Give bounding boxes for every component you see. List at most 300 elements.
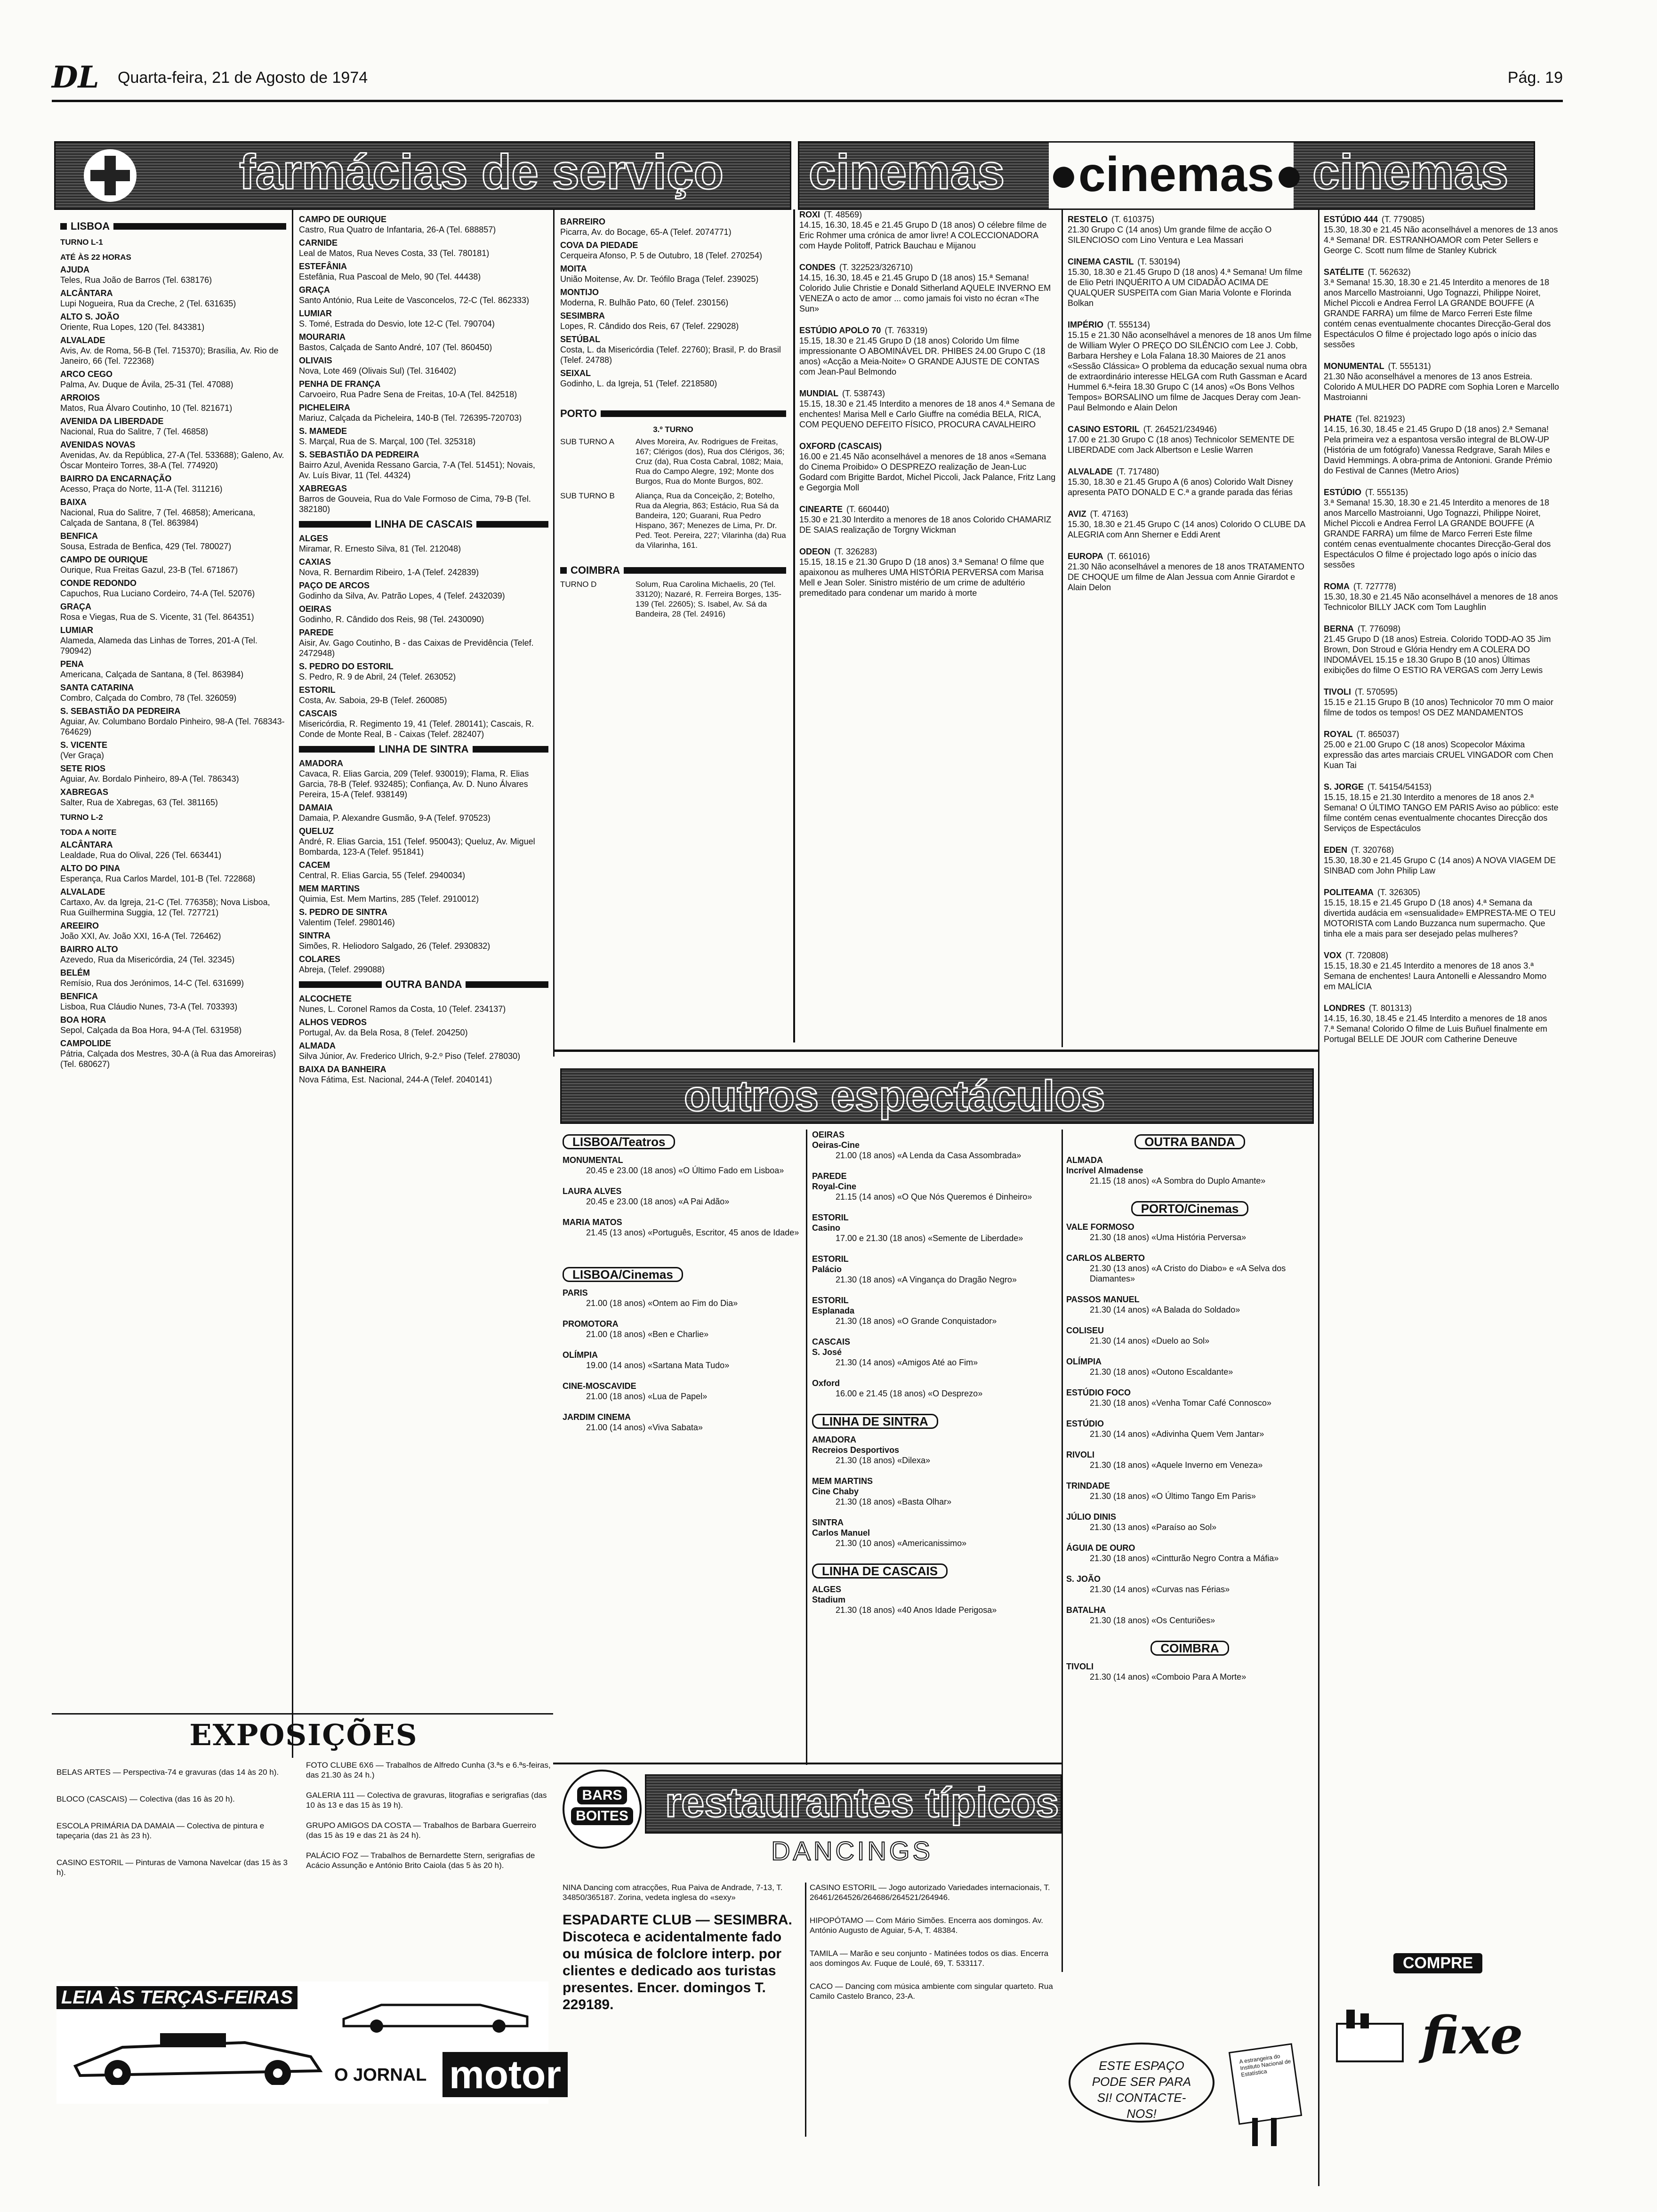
col-rule-1 bbox=[292, 209, 293, 1758]
show-entry bbox=[1066, 1661, 1313, 1682]
cinema-phone: (T. 610375) bbox=[1111, 215, 1155, 224]
cinemas-title-left: cinemas bbox=[809, 145, 1005, 200]
coimbra-text: Solum, Rua Carolina Michaelis, 20 (Tel. 33120); Nazaré, R. Ferreira Borges, 135-139 (Tel. 22605); S. Isabel, Av. Sá da Bandeira, 28 (Tel. 24916) bbox=[635, 580, 781, 618]
col-rule-3 bbox=[793, 209, 795, 1042]
venue-name: MONUMENTAL bbox=[563, 1155, 623, 1165]
farmacia-locality: ALVALADE bbox=[60, 887, 105, 897]
cinema-phone: (T. 763319) bbox=[885, 326, 928, 335]
venue-name: ESTORIL bbox=[812, 1254, 849, 1264]
farmacia-entry bbox=[299, 580, 548, 601]
farmacia-locality: CACEM bbox=[299, 860, 330, 870]
farmacia-locality: ALGES bbox=[299, 534, 329, 543]
farmacia-address: Avenidas, Av. da República, 27-A (Tel. 533688); Galeno, Av. Óscar Monteiro Torres, 38-A (Tel. 774920) bbox=[60, 450, 284, 470]
show-details: 21.30 (14 anos) «A Balada do Soldado» bbox=[1090, 1305, 1240, 1314]
cinema-entry bbox=[1324, 687, 1559, 718]
farmacia-address: S. Tomé, Estrada do Desvio, lote 12-C (Tel. 790704) bbox=[299, 319, 495, 329]
farmacia-locality: CAMPO DE OURIQUE bbox=[60, 555, 148, 564]
outros-coimbra-list bbox=[1066, 1661, 1313, 1682]
farmacia-locality: S. PEDRO DE SINTRA bbox=[299, 907, 388, 917]
cinema-entry bbox=[799, 209, 1056, 251]
show-entry bbox=[812, 1517, 1057, 1548]
farmacia-address: União Moitense, Av. Dr. Teófilo Braga (Telef. 239025) bbox=[560, 274, 759, 284]
farmacia-locality: QUELUZ bbox=[299, 826, 334, 836]
farmacia-address: Palma, Av. Duque de Ávila, 25-31 (Tel. 47088) bbox=[60, 380, 233, 389]
cinema-heading bbox=[1068, 466, 1313, 477]
farmacia-address: Bairro Azul, Avenida Ressano Garcia, 7-A (Tel. 51451); Novais, Av. Luís Bivar, 11 (Tel. 44324) bbox=[299, 460, 535, 480]
farmacia-locality: AVENIDAS NOVAS bbox=[60, 440, 136, 449]
farmacia-entry bbox=[299, 285, 548, 305]
farmacia-locality: ALCOCHETE bbox=[299, 994, 352, 1003]
cinema-program: 15.15, 18.15 e 21.30 Grupo D (18 anos) 3.ª Semana! O filme que apaixonou as mulheres UMA HISTÓRIA PERVERSA com Marisa Mell e Jean Soler. Sinistro mistério de um crime de adultério premeditado para condenar um marido à morte bbox=[799, 557, 1044, 598]
venue-name: MEM MARTINS bbox=[812, 1476, 873, 1486]
cinema-phone: (T. 570595) bbox=[1355, 687, 1398, 697]
cinema-heading bbox=[1068, 256, 1313, 267]
show-details: 21.30 (18 anos) «Uma História Perversa» bbox=[1090, 1233, 1247, 1242]
farmacia-address: Nacional, Rua do Salitre, 7 (Tel. 46858); Americana, Calçada de Santana, 8 (Tel. 863984) bbox=[60, 508, 256, 528]
outros-sintra-list bbox=[812, 1435, 1057, 1548]
cinema-heading bbox=[799, 504, 1056, 514]
page-number: Pág. 19 bbox=[1507, 69, 1563, 87]
show-entry bbox=[1066, 1222, 1313, 1242]
farmacia-entry bbox=[560, 368, 786, 389]
venue-name: ÁGUIA DE OURO bbox=[1066, 1543, 1135, 1553]
show-details: 21.30 (14 anos) «Duelo ao Sol» bbox=[1090, 1336, 1210, 1346]
outros-cascais-list bbox=[812, 1584, 1057, 1615]
cinema-name: SATÉLITE bbox=[1324, 267, 1364, 277]
farmacia-locality: CARNIDE bbox=[299, 238, 338, 248]
farmacia-entry bbox=[299, 426, 548, 447]
show-details: 21.15 (18 anos) «A Sombra do Duplo Amante» bbox=[1090, 1176, 1266, 1186]
show-details: 21.30 (18 anos) «Cintturão Negro Contra a Máfia» bbox=[1090, 1554, 1279, 1563]
farmacia-entry bbox=[299, 954, 548, 975]
linha-sintra-heading: LINHA DE SINTRA bbox=[299, 743, 548, 755]
cinema-name: EDEN bbox=[1324, 845, 1348, 855]
farmacia-entry bbox=[560, 311, 786, 331]
cinema-name: ESTÚDIO bbox=[1324, 488, 1362, 497]
farmacia-entry bbox=[299, 604, 548, 625]
porto-heading: PORTO bbox=[560, 408, 786, 420]
farmacia-entry bbox=[299, 449, 548, 481]
farmacia-locality: XABREGAS bbox=[60, 787, 109, 797]
cinema-entry bbox=[799, 388, 1056, 430]
newspaper-logo: DL bbox=[52, 60, 99, 95]
fixe-ad[interactable] bbox=[1327, 1953, 1553, 2108]
show-details: 21.30 (18 anos) «A Vingança do Dragão Negro» bbox=[836, 1275, 1017, 1284]
cinema-heading bbox=[1324, 487, 1559, 497]
farmacia-entry bbox=[560, 240, 786, 261]
show-entry bbox=[812, 1378, 1057, 1399]
cinema-heading bbox=[799, 441, 1056, 451]
farmacia-list-l1 bbox=[60, 264, 286, 808]
farmacia-locality: PENHA DE FRANÇA bbox=[299, 379, 381, 389]
fixe-compre: COMPRE bbox=[1393, 1953, 1482, 1973]
venue-name: ESTORIL bbox=[812, 1213, 849, 1222]
cinema-program: 17.00 e 21.30 Grupo C (18 anos) Technicolor SEMENTE DE LIBERDADE com Jack Albertson e Leslie Warren bbox=[1068, 435, 1295, 455]
listing-item: PALÁCIO FOZ — Trabalhos de Bernardette Stern, serigrafias de Acácio Assunção e António Brito Caiola (das 5 às 20 h). bbox=[306, 1851, 535, 1870]
bars-boites-badge: BARS BOITES bbox=[563, 1770, 642, 1849]
farmacia-entry bbox=[60, 601, 286, 622]
outros-col-1 bbox=[563, 1130, 803, 1741]
venue-name: ESTORIL bbox=[812, 1296, 849, 1305]
outros-rule-2 bbox=[1062, 1130, 1063, 1972]
venue-name: PROMOTORA bbox=[563, 1319, 619, 1329]
farmacia-address: Central, R. Elias Garcia, 55 (Telef. 2940034) bbox=[299, 871, 466, 880]
show-entry bbox=[812, 1171, 1057, 1202]
dancings-right bbox=[810, 1883, 1057, 2137]
farmacia-entry bbox=[299, 661, 548, 682]
cinema-phone: (T. 555135) bbox=[1365, 488, 1408, 497]
show-entry bbox=[1066, 1325, 1313, 1346]
cinema-name: ESTÚDIO 444 bbox=[1324, 215, 1378, 224]
cinema-program: 14.15, 16.30, 18.45 e 21.45 Grupo D (18 anos) 2.ª Semana! Pela primeira vez a espantosa versão integral de BLOW-UP (História de um fotógrafo) Vanessa Redgrave, Sarah Miles e David Hemmings. A obra-prima de Antonioni. Grande Prémio do Festival de Cannes (Metro Arios) bbox=[1324, 425, 1552, 475]
farmacia-locality: AVENIDA DA LIBERDADE bbox=[60, 417, 164, 426]
farmacia-address: Remísio, Rua dos Jerónimos, 14-C (Tel. 631699) bbox=[60, 978, 244, 988]
farmacia-address: Santo António, Rua Leite de Vasconcelos, 72-C (Tel. 862333) bbox=[299, 296, 529, 305]
venue-name: AMADORA bbox=[812, 1435, 856, 1444]
cinema-name: CONDES bbox=[799, 263, 836, 272]
farmacia-entry bbox=[299, 261, 548, 282]
show-entry bbox=[563, 1155, 803, 1176]
cinema-phone: (T. 322523/326710) bbox=[839, 263, 913, 272]
farmacia-locality: BELÉM bbox=[60, 968, 90, 978]
farmacia-address: Sepol, Calçada da Boa Hora, 94-A (Tel. 631958) bbox=[60, 1026, 242, 1035]
show-details: 21.30 (18 anos) «Outono Escaldante» bbox=[1090, 1367, 1233, 1377]
farmacia-address: Capuchos, Rua Luciano Cordeiro, 74-A (Tel. 52076) bbox=[60, 589, 255, 598]
cinema-name: MUNDIAL bbox=[799, 389, 838, 398]
farmacia-locality: S. VICENTE bbox=[60, 740, 108, 750]
outra-banda-label: OUTRA BANDA bbox=[1134, 1134, 1245, 1149]
farmacia-locality: BAIXA bbox=[60, 497, 87, 507]
cinema-heading bbox=[1324, 729, 1559, 739]
farmacia-entry bbox=[299, 308, 548, 329]
venue-sub: Royal-Cine bbox=[812, 1182, 857, 1191]
turno-l1: TURNO L-1 bbox=[60, 238, 103, 247]
farmacia-locality: ALTO S. JOÃO bbox=[60, 312, 120, 321]
cinema-phone: (T. 661016) bbox=[1107, 552, 1150, 561]
cinema-name: CINEARTE bbox=[799, 505, 843, 514]
show-details: 21.30 (14 anos) «Comboio Para A Morte» bbox=[1090, 1672, 1247, 1682]
cinema-entry bbox=[799, 441, 1056, 493]
farmacia-address: Picarra, Av. do Bocage, 65-A (Telef. 2074771) bbox=[560, 227, 732, 237]
cinema-program: 21.30 Não aconselhável a menores de 18 anos TRATAMENTO DE CHOQUE um filme de Alan Jessua com Annie Girardot e Alain Delon bbox=[1068, 562, 1304, 592]
show-entry bbox=[1066, 1605, 1313, 1626]
farmacia-entry bbox=[60, 369, 286, 390]
farmacia-locality: ARROIOS bbox=[60, 393, 100, 402]
venue-sub: Oeiras-Cine bbox=[812, 1140, 860, 1150]
farmacia-locality: ESTEFÂNIA bbox=[299, 262, 347, 271]
cinema-program: 15.15 e 21.15 Grupo B (10 anos) Technicolor 70 mm O maior filme de todos os tempos! OS DEZ MANDAMENTOS bbox=[1324, 697, 1553, 717]
farmacia-entry bbox=[60, 440, 286, 471]
venue-name: PARIS bbox=[563, 1288, 588, 1298]
venue-name: CARLOS ALBERTO bbox=[1066, 1253, 1145, 1263]
turno-l2: TURNO L-2 bbox=[60, 813, 103, 822]
cinema-phone: (T. 801313) bbox=[1369, 1003, 1412, 1013]
exposicoes-title: EXPOSIÇÕES bbox=[189, 1718, 418, 1752]
farmacia-address: Salter, Rua de Xabregas, 63 (Tel. 381165) bbox=[60, 798, 218, 807]
show-details: 21.30 (10 anos) «Americanissimo» bbox=[836, 1539, 967, 1548]
restaurantes-banner bbox=[645, 1774, 1062, 1834]
farmacia-entry bbox=[60, 416, 286, 437]
motor-ad[interactable] bbox=[56, 1981, 561, 2104]
farmacia-locality: OLIVAIS bbox=[299, 356, 332, 365]
farmacia-locality: MOITA bbox=[560, 264, 587, 273]
show-details: 21.30 (14 anos) «Amigos Até ao Fim» bbox=[836, 1358, 978, 1367]
farmacia-locality: ARCO CEGO bbox=[60, 369, 113, 379]
venue-name: CINE-MOSCAVIDE bbox=[563, 1381, 636, 1391]
farmacias-col-1 bbox=[60, 216, 286, 1770]
farmacia-entry bbox=[60, 991, 286, 1012]
farmacia-address: Valentim (Telef. 2980146) bbox=[299, 918, 395, 927]
farmacia-locality: ALMADA bbox=[299, 1041, 336, 1050]
cinema-program: 3.ª Semana! 15.30, 18.30 e 21.45 Interdito a menores de 18 anos Marcello Mastroianni, Ugo Tognazzi, Philippe Noiret, Michel Piccoli e Andrea Ferrol LA GRANDE BOUFFE (A GRANDE FARRA) um filme de Marco Ferreri Este filme contém cenas eventualmente chocantes Direcção-Geral dos Espectáculos O filme é projectado logo após o início das sessões bbox=[1324, 498, 1551, 569]
cinema-entry bbox=[1324, 887, 1559, 939]
farmacia-address: Teles, Rua João de Barros (Tel. 638176) bbox=[60, 275, 212, 285]
farmacia-entry bbox=[60, 497, 286, 528]
farmacia-entry bbox=[60, 682, 286, 703]
dancings-left bbox=[563, 1883, 798, 2137]
venue-name: S. JOÃO bbox=[1066, 1574, 1101, 1584]
venue-name: ALMADA bbox=[1066, 1155, 1103, 1165]
venue-name: JÚLIO DINIS bbox=[1066, 1512, 1117, 1522]
farmacia-locality: SANTA CATARINA bbox=[60, 683, 134, 692]
cinema-heading bbox=[1068, 214, 1313, 224]
show-details: 21.00 (18 anos) «Ontem ao Fim do Dia» bbox=[586, 1298, 738, 1308]
farmacias-col-3 bbox=[560, 216, 786, 1045]
farmacia-address: Mariuz, Calçada da Picheleira, 140-B (Tel. 726395-720703) bbox=[299, 413, 522, 423]
cinema-name: RESTELO bbox=[1068, 215, 1108, 224]
farmacia-locality: AREEIRO bbox=[60, 921, 99, 930]
farmacia-address: Cartaxo, Av. da Igreja, 21-C (Tel. 776358); Nova Lisboa, Rua Guilhermina Suggia, 12 (Tel. 727721) bbox=[60, 898, 270, 917]
show-details: 17.00 e 21.30 (18 anos) «Semente de Liberdade» bbox=[836, 1234, 1023, 1243]
farmacia-locality: ALCÂNTARA bbox=[60, 840, 113, 850]
cinema-heading bbox=[1068, 320, 1313, 330]
farmacia-address: Rosa e Viegas, Rua de S. Vicente, 31 (Tel. 864351) bbox=[60, 612, 254, 622]
farmacia-entry bbox=[60, 312, 286, 332]
cinema-heading bbox=[799, 262, 1056, 272]
farmacia-locality: GRAÇA bbox=[299, 285, 330, 295]
cinema-phone: (T. 538743) bbox=[842, 389, 885, 398]
listing-item: GALERIA 111 — Colectiva de gravuras, litografias e serigrafias (das 10 às 13 e das 15 às 19 h). bbox=[306, 1791, 547, 1810]
farmacia-locality: CAMPO DE OURIQUE bbox=[299, 215, 387, 224]
lisboa-heading: LISBOA bbox=[60, 220, 286, 232]
farmacia-locality: CAMPOLIDE bbox=[60, 1039, 111, 1048]
toda-noite: TODA A NOITE bbox=[60, 828, 117, 837]
cinema-program: 16.00 e 21.45 Não aconselhável a menores de 18 anos «Semana do Cinema Proibido» O DESPREZO realização de Jean-Luc Godard com Brigitte Bardot, Michel Piccoli, Jack Palance, Fritz Lang e Gegorgia Moll bbox=[799, 452, 1056, 492]
farmacia-list-col3 bbox=[560, 216, 786, 389]
show-details: 20.45 e 23.00 (18 anos) «O Último Fado em Lisboa» bbox=[586, 1166, 784, 1175]
fixe-logo: fixe bbox=[1422, 2005, 1523, 2066]
show-entry bbox=[563, 1186, 803, 1207]
listing-item: GRUPO AMIGOS DA COSTA — Trabalhos de Barbara Guerreiro (das 15 às 19 e das 21 às 24 h). bbox=[306, 1821, 537, 1840]
farmacia-entry bbox=[299, 758, 548, 800]
cinema-entry bbox=[1068, 466, 1313, 497]
farmacia-address: Ourique, Rua Freitas Gazul, 23-B (Tel. 671867) bbox=[60, 565, 238, 575]
farmacia-entry bbox=[299, 826, 548, 857]
show-entry bbox=[563, 1288, 803, 1308]
farmacia-address: Aisir, Av. Gago Coutinho, B - das Caixas de Previdência (Telef. 2472948) bbox=[299, 638, 534, 658]
farmacia-locality: COLARES bbox=[299, 954, 341, 964]
show-entry bbox=[1066, 1253, 1313, 1284]
cinema-heading bbox=[1324, 361, 1559, 371]
farmacia-address: Lealdade, Rua do Olival, 226 (Tel. 663441) bbox=[60, 850, 222, 860]
venue-sub: Stadium bbox=[812, 1595, 846, 1604]
farmacia-address: S. Marçal, Rua de S. Marçal, 100 (Tel. 325318) bbox=[299, 437, 476, 446]
cinema-entry bbox=[1324, 1003, 1559, 1044]
cinema-entry bbox=[1324, 782, 1559, 834]
show-entry bbox=[1066, 1450, 1313, 1470]
show-entry bbox=[1066, 1481, 1313, 1501]
cinema-program: 21.45 Grupo D (18 anos) Estreia. Colorido TODD-AO 35 Jim Brown, Don Stroud e Glória Hendry em A COLERA DO INDOMÁVEL 15.15 e 18.30 Grupo B (10 anos) Últimas exibições do filme O ESTIO RA VERGAS com Jerry Lewis bbox=[1324, 634, 1551, 675]
venue-name: VALE FORMOSO bbox=[1066, 1222, 1134, 1232]
venue-name: LAURA ALVES bbox=[563, 1186, 622, 1196]
cinema-heading bbox=[1324, 214, 1559, 224]
farmacia-address: Nunes, L. Coronel Ramos da Costa, 10 (Telef. 234137) bbox=[299, 1004, 506, 1014]
farmacia-entry bbox=[560, 216, 786, 237]
farmacia-address: Americana, Calçada de Santana, 8 (Tel. 863984) bbox=[60, 670, 244, 679]
farmacia-entry bbox=[60, 887, 286, 918]
outros-top-rule bbox=[553, 1050, 1318, 1052]
farmacia-address: Nova Fátima, Est. Nacional, 244-A (Telef. 2040141) bbox=[299, 1075, 492, 1084]
farmacia-locality: BAIRRO DA ENCARNAÇÃO bbox=[60, 474, 172, 483]
listing-item: ESCOLA PRIMÁRIA DA DAMAIA — Colectiva de pintura e tapeçaria (das 21 às 23 h). bbox=[56, 1821, 265, 1840]
farmacia-locality: ALCÂNTARA bbox=[60, 289, 113, 298]
cinema-phone: (T. 727778) bbox=[1353, 582, 1397, 591]
cinema-phone: (T. 779085) bbox=[1382, 215, 1425, 224]
cinema-name: ODEON bbox=[799, 547, 831, 556]
linha-sintra-label: LINHA DE SINTRA bbox=[812, 1414, 938, 1429]
farmacia-locality: BENFICA bbox=[60, 992, 98, 1001]
farmacia-address: Costa, Av. Saboia, 29-B (Telef. 260085) bbox=[299, 696, 447, 705]
farmacia-locality: AMADORA bbox=[299, 759, 343, 768]
farmacia-locality: SEIXAL bbox=[560, 369, 591, 378]
farmacia-locality: MEM MARTINS bbox=[299, 884, 360, 893]
teatros-list bbox=[563, 1155, 803, 1238]
venue-name: TRINDADE bbox=[1066, 1481, 1110, 1491]
lisboa-teatros-label: LISBOA/Teatros bbox=[563, 1134, 675, 1149]
farmacia-entry bbox=[299, 483, 548, 514]
cinema-program: 25.00 e 21.00 Grupo C (18 anos) Scopecolor Máxima expressão das artes marciais CRUEL VINGADOR com Chen Kuan Tai bbox=[1324, 740, 1553, 770]
cinema-heading bbox=[1324, 1003, 1559, 1013]
farmacia-locality: PENA bbox=[60, 659, 84, 669]
venue-name: ALGES bbox=[812, 1585, 842, 1594]
header bbox=[52, 61, 1563, 94]
motor-ad-headline: LEIA ÀS TERÇAS-FEIRAS bbox=[56, 1986, 298, 2009]
cinema-name: ESTÚDIO APOLO 70 bbox=[799, 326, 881, 335]
venue-name: PASSOS MANUEL bbox=[1066, 1295, 1140, 1304]
venue-sub: Cine Chaby bbox=[812, 1487, 859, 1496]
outra-banda-heading: OUTRA BANDA bbox=[299, 978, 548, 991]
farmacia-entry bbox=[299, 907, 548, 928]
cinema-heading bbox=[1324, 624, 1559, 634]
cinema-heading bbox=[1324, 845, 1559, 855]
show-details: 21.00 (14 anos) «Viva Sabata» bbox=[586, 1423, 703, 1432]
farmacia-locality: BOA HORA bbox=[60, 1015, 106, 1025]
show-details: 21.30 (18 anos) «Dilexa» bbox=[836, 1456, 931, 1465]
ate-22: ATÉ ÀS 22 HORAS bbox=[60, 253, 131, 262]
show-entry bbox=[1066, 1574, 1313, 1595]
farmacia-entry bbox=[60, 863, 286, 884]
show-details: 21.30 (18 anos) «O Último Tango Em Paris» bbox=[1090, 1491, 1256, 1501]
farmacia-address: Combro, Calçada do Combro, 78 (Tel. 326059) bbox=[60, 693, 237, 703]
farmacia-address: Nacional, Rua do Salitre, 7 (Tel. 46858) bbox=[60, 427, 209, 436]
advertise-here-ad[interactable] bbox=[1064, 2033, 1318, 2156]
venue-name: BATALHA bbox=[1066, 1605, 1106, 1615]
cinema-phone: (T. 660440) bbox=[846, 505, 890, 514]
cinema-entry bbox=[1068, 256, 1313, 308]
exposicoes-left bbox=[56, 1767, 297, 1946]
cinema-heading bbox=[799, 325, 1056, 336]
show-entry bbox=[812, 1476, 1057, 1507]
show-details: 21.30 (18 anos) «Aquele Inverno em Veneza» bbox=[1090, 1460, 1263, 1470]
farmacia-address: Barros de Gouveia, Rua do Vale Formoso de Cima, 79-B (Tel. 382180) bbox=[299, 494, 531, 514]
cinema-phone: (T. 54154/54153) bbox=[1367, 782, 1432, 792]
newspaper-reader-figure: A estrangeira do Instituto Nacional de Estatística bbox=[1224, 2043, 1309, 2151]
farmacia-entry bbox=[60, 1038, 286, 1069]
cinema-phone: (T. 555131) bbox=[1388, 361, 1431, 371]
farmacia-locality: CASCAIS bbox=[299, 709, 338, 718]
farmacia-locality: LUMIAR bbox=[299, 309, 332, 318]
farmacia-locality: MOURARIA bbox=[299, 332, 346, 342]
outros-cinemas-list bbox=[563, 1288, 803, 1433]
venue-name: COLISEU bbox=[1066, 1326, 1104, 1335]
cinema-heading bbox=[1068, 509, 1313, 519]
dancings-rule bbox=[805, 1883, 806, 2137]
race-car-small-icon bbox=[339, 1991, 537, 2033]
farmacia-entry bbox=[60, 740, 286, 761]
farmacia-address: Portugal, Av. da Bela Rosa, 8 (Telef. 204250) bbox=[299, 1028, 468, 1037]
show-details: 21.30 (14 anos) «Curvas nas Férias» bbox=[1090, 1585, 1230, 1594]
show-details: 21.30 (18 anos) «40 Anos Idade Perigosa» bbox=[836, 1605, 997, 1615]
cinema-entry bbox=[1068, 424, 1313, 455]
cinema-program: 15.30, 18.30 e 21.45 Grupo C (14 anos) A NOVA VIAGEM DE SINBAD com John Philip Law bbox=[1324, 856, 1556, 875]
sub-turno-b-text: Aliança, Rua da Conceição, 2; Botelho, Rua da Alegria, 863; Estácio, Rua Sá da Bandeira, 120; Guarani, Rua Pedro Hispano, 367; Menezes de Lima, Pr. Dr. Ped. Teot. Pereira, 227; Vilarinha (da) Rua da Vilarinha, 161. bbox=[635, 491, 786, 550]
cinema-phone: (T. 776098) bbox=[1358, 624, 1401, 633]
cinema-entry bbox=[799, 504, 1056, 535]
venue-sub: S. José bbox=[812, 1347, 842, 1357]
farmacia-entry bbox=[299, 994, 548, 1014]
farmacia-address: Cavaca, R. Elias Garcia, 209 (Telef. 930019); Flama, R. Elias Garcia, 78-B (Telef. 932485); Confiança, Av. D. Nuno Álvares Pereira, 15-A (Telef. 938149) bbox=[299, 769, 529, 799]
show-entry bbox=[563, 1217, 803, 1238]
cinema-program: 21.30 Não aconselhável a menores de 13 anos Estreia. Colorido A MULHER DO PADRE com Sophia Loren e Marcello Mastroianni bbox=[1324, 372, 1559, 402]
cinema-heading bbox=[1068, 424, 1313, 434]
linha-cascais-heading: LINHA DE CASCAIS bbox=[299, 518, 548, 530]
cinema-entry bbox=[1324, 267, 1559, 350]
farmacia-entry bbox=[299, 1017, 548, 1038]
farmacia-address: Damaia, P. Alexandre Gusmão, 9-A (Telef. 970523) bbox=[299, 813, 491, 823]
farmacia-address: Avis, Av. de Roma, 56-B (Tel. 715370); Brasília, Av. Rio de Janeiro, 66 (Tel. 722368) bbox=[60, 346, 279, 366]
farmacia-address: Alameda, Alameda das Linhas de Torres, 201-A (Tel. 790942) bbox=[60, 636, 257, 656]
farmacia-locality: BAIRRO ALTO bbox=[60, 945, 118, 954]
cinema-phone: (T. 320768) bbox=[1351, 845, 1394, 855]
show-details: 19.00 (14 anos) «Sartana Mata Tudo» bbox=[586, 1361, 730, 1370]
cinema-name: MONUMENTAL bbox=[1324, 361, 1384, 371]
venue-sub: Incrível Almadense bbox=[1066, 1166, 1143, 1175]
cinema-program: 15.30, 18.30 e 21.45 Não aconselhável a menores de 13 anos 4.ª Semana! DR. ESTRANHOAMOR com Peter Sellers e George C. Scott num filme de Stanley Kubrick bbox=[1324, 225, 1558, 255]
farmacia-entry bbox=[60, 968, 286, 988]
restaurantes-title: restaurantes típicos bbox=[665, 1779, 1059, 1826]
cinema-entry bbox=[1324, 581, 1559, 612]
cinema-heading bbox=[1324, 414, 1559, 424]
farmacia-locality: S. SEBASTIÃO DA PEDREIRA bbox=[60, 706, 181, 716]
outros-banda-list bbox=[1066, 1155, 1313, 1186]
farmacia-locality: XABREGAS bbox=[299, 484, 347, 493]
farmacia-address: Bastos, Calçada de Santo André, 107 (Tel. 860450) bbox=[299, 343, 492, 352]
cinema-entry bbox=[1068, 214, 1313, 245]
farmacia-entry bbox=[299, 355, 548, 376]
farmacia-address: Nova, Lote 469 (Olivais Sul) (Tel. 316402) bbox=[299, 366, 457, 376]
cinema-program: 21.30 Grupo C (14 anos) Um grande filme de acção O SILENCIOSO com Lino Ventura e Lea Massari bbox=[1068, 225, 1272, 245]
farmacia-address: Silva Júnior, Av. Frederico Ulrich, 9-2.º Piso (Telef. 278030) bbox=[299, 1051, 521, 1061]
